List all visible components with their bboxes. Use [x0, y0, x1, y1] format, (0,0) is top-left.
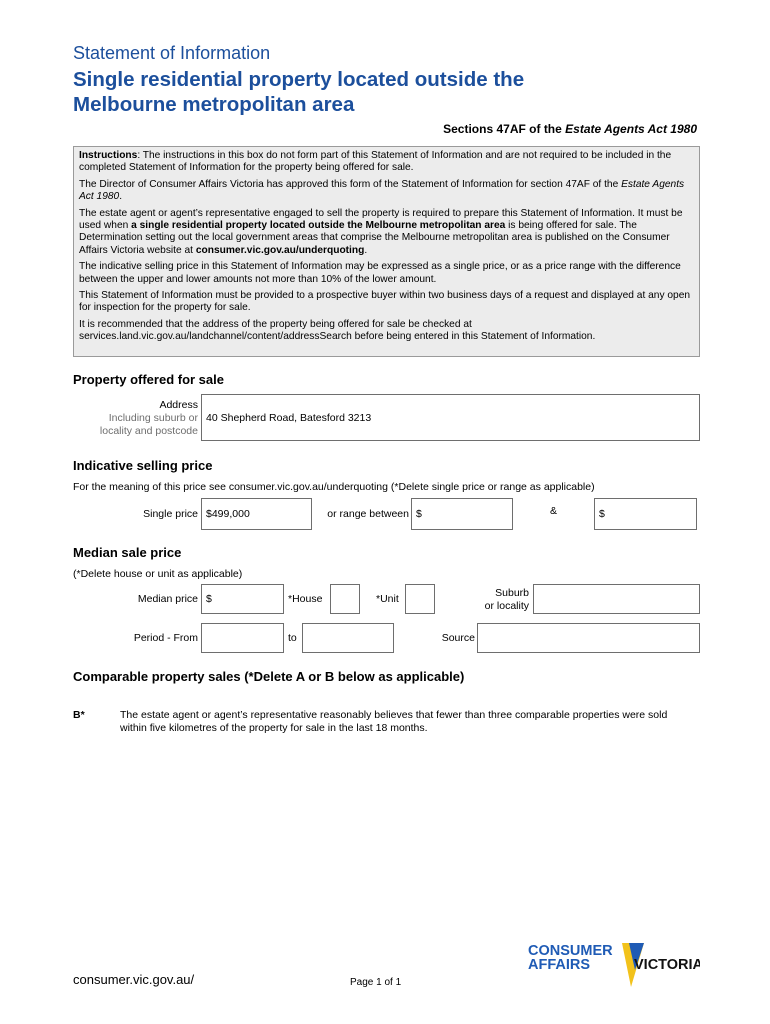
source-label: Source	[441, 632, 475, 644]
consumer-affairs-victoria-logo	[528, 940, 700, 990]
single-price-field[interactable]	[201, 498, 312, 530]
address-label: Address	[159, 399, 198, 411]
house-checkbox[interactable]	[330, 584, 360, 614]
instructions-p3-a: The estate agent or agent’s representative engaged to sell the property is required to prepare this Statement of Information. It must be used when	[79, 207, 683, 232]
sections-prefix: Sections 47AF of the	[443, 122, 566, 136]
period-to-field[interactable]	[302, 623, 394, 653]
instructions-p2-act: Estate Agents Act 1980	[79, 178, 685, 203]
suburb-label-line-2: or locality	[484, 600, 529, 612]
median-heading: Median sale price	[73, 545, 182, 560]
range-to-field[interactable]	[594, 498, 697, 530]
range-from-field[interactable]	[411, 498, 513, 530]
title-line-2: Melbourne metropolitan area	[73, 93, 355, 116]
title-line-1: Single residential property located outside the	[73, 68, 525, 91]
source-field[interactable]	[477, 623, 700, 653]
property-heading: Property offered for sale	[73, 372, 224, 387]
instructions-p2-end: .	[119, 191, 123, 203]
logo-text-line-1: CONSUMER	[528, 943, 613, 959]
instructions-p1	[79, 150, 694, 175]
suburb-label-line-1: Suburb	[495, 587, 529, 599]
range-to-value: $	[599, 508, 605, 520]
indicative-note: For the meaning of this price see consumer.vic.gov.au/underquoting (*Delete single price or range as applicable)	[73, 481, 595, 493]
instructions-p2	[79, 179, 694, 204]
instructions-p3	[79, 208, 694, 258]
option-b-text: The estate agent or agent’s representative reasonably believes that fewer than three comparable properties were sold within five kilometres of the property for sale in the last 18 months.	[120, 709, 668, 734]
instructions-box	[73, 146, 700, 357]
period-from-field[interactable]	[201, 623, 284, 653]
instructions-p6: It is recommended that the address of the property being offered for sale be checked at services.land.vic.gov.au/landchannel/content/addressSearch before being entered in this Statement of Information.	[79, 318, 596, 343]
address-value: 40 Shepherd Road, Batesford 3213	[206, 412, 372, 424]
single-price-value: $499,000	[206, 508, 250, 520]
suburb-label	[440, 587, 529, 613]
instructions-p3-end: .	[364, 244, 368, 256]
instructions-p1-text: : The instructions in this box do not form part of this Statement of Information and are not required to be included in the completed Statement of Information for the property being offered for sale.	[79, 150, 672, 174]
single-price-label: Single price	[143, 508, 198, 520]
sections-reference	[443, 122, 697, 136]
address-label-group	[73, 399, 198, 438]
period-from-label: Period - From	[133, 632, 198, 644]
instructions-p3-bold: a single residential property located outside the Melbourne metropolitan area	[131, 220, 506, 232]
indicative-heading: Indicative selling price	[73, 458, 213, 473]
house-label: *House	[288, 593, 323, 605]
logo-graphic	[528, 940, 700, 990]
suburb-field[interactable]	[533, 584, 700, 614]
instructions-label: Instructions	[79, 150, 138, 161]
unit-label: *Unit	[376, 593, 399, 605]
comparable-heading: Comparable property sales (*Delete A or B below as applicable)	[73, 669, 465, 684]
median-price-field[interactable]	[201, 584, 284, 614]
median-price-label: Median price	[137, 593, 198, 605]
underquoting-link[interactable]: consumer.vic.gov.au/underquoting	[195, 244, 365, 256]
range-label: or range between	[327, 508, 409, 520]
median-note: (*Delete house or unit as applicable)	[73, 568, 243, 580]
instructions-p5: This Statement of Information must be provided to a prospective buyer within two business days of a request and displayed at any open for inspection for the property for sale.	[79, 290, 691, 314]
option-b-marker: B*	[73, 709, 85, 721]
document-label: Statement of Information	[73, 43, 271, 63]
instructions-p4: The indicative selling price in this Statement of Information may be expressed as a single price, or as a price range with the difference between the upper and lower amounts not more than 10% of the lower amount.	[79, 261, 681, 285]
page-number: Page 1 of 1	[350, 977, 402, 988]
instructions-p2-text: The Director of Consumer Affairs Victoria has approved this form of the Statement of Information for section 47AF of the	[79, 178, 622, 190]
instructions-p3-b: is being offered for sale. The Determination setting out the local government areas that comprise the Melbourne metropolitan area is published on the Consumer Affairs Victoria website at	[79, 220, 670, 256]
address-field[interactable]	[201, 394, 700, 441]
sections-act: Estate Agents Act 1980	[565, 122, 697, 136]
median-price-value: $	[206, 593, 212, 605]
range-from-value: $	[416, 508, 422, 520]
address-sublabel-1: Including suburb or	[108, 412, 198, 424]
footer-url[interactable]: consumer.vic.gov.au/	[73, 972, 195, 987]
logo-text-line-2: AFFAIRS	[528, 957, 591, 973]
period-to-label: to	[288, 632, 297, 644]
range-ampersand: &	[550, 505, 558, 517]
page-title	[73, 67, 633, 117]
address-sublabel-2: locality and postcode	[99, 425, 198, 437]
unit-checkbox[interactable]	[405, 584, 435, 614]
logo-text-line-3: VICTORIA	[634, 957, 700, 973]
